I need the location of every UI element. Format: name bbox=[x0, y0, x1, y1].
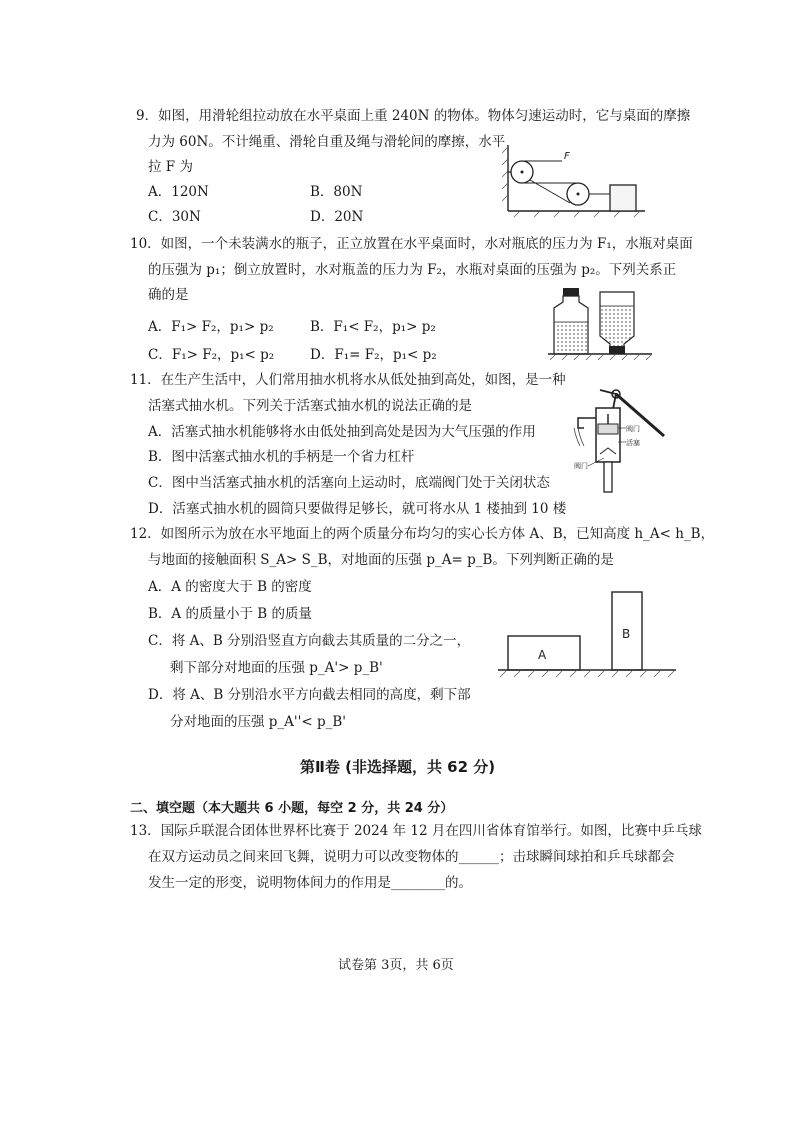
valve-label: 阀门 bbox=[626, 425, 640, 433]
block-a-label: A bbox=[538, 648, 547, 662]
q10-option-b: B．F₁< F₂，p₁> p₂ bbox=[310, 319, 436, 335]
q10-option-a: A．F₁> F₂，p₁> p₂ bbox=[148, 319, 274, 335]
section2-title: 二、填空题（本大题共 6 小题，每空 2 分，共 24 分） bbox=[130, 801, 454, 816]
q12-option-c-line2: 剩下部分对地面的压强 p_A'> p_B' bbox=[170, 660, 383, 676]
q9-line2: 力为 60N。不计绳重、滑轮自重及绳与滑轮间的摩擦，水平 bbox=[148, 134, 506, 150]
q10-line2: 的压强为 p₁；倒立放置时，水对瓶盖的压力为 F₂，水瓶对桌面的压强为 p₂。下列关系正 bbox=[148, 262, 677, 278]
q13-line3: 发生一定的形变，说明物体间力的作用是________的。 bbox=[148, 875, 472, 891]
q12-option-d-line2: 分对地面的压强 p_A''< p_B' bbox=[170, 714, 346, 730]
q9-option-b: B．80N bbox=[310, 184, 363, 200]
pump-figure bbox=[560, 384, 670, 496]
q12-option-a: A．A 的密度大于 B 的密度 bbox=[148, 579, 312, 595]
q12-option-b: B．A 的质量小于 B 的质量 bbox=[148, 606, 312, 622]
bottom-valve-label: 阀门 bbox=[574, 462, 588, 470]
q11-line1: 11．在生产生活中，人们常用抽水机将水从低处抽到高处，如图，是一种 bbox=[130, 372, 566, 388]
q11-option-b: B．图中活塞式抽水机的手柄是一个省力杠杆 bbox=[148, 449, 415, 465]
q12-line1: 12．如图所示为放在水平地面上的两个质量分布均匀的实心长方体 A、B，已知高度 h_A< h_B， bbox=[130, 526, 715, 542]
q12-option-d-line1: D．将 A、B 分别沿水平方向截去相同的高度，剩下部 bbox=[148, 687, 471, 703]
q12-option-c-line1: C．将 A、B 分别沿竖直方向截去其质量的二分之一， bbox=[148, 633, 471, 649]
q10-line1: 10．如图，一个未装满水的瓶子，正立放置在水平桌面时，水对瓶底的压力为 F₁，水瓶对桌面 bbox=[130, 236, 693, 252]
q13-line2: 在双方运动员之间来回飞舞，说明力可以改变物体的______；击球瞬间球拍和乒乓球都会 bbox=[148, 849, 675, 865]
q11-option-d: D．活塞式抽水机的圆筒只要做得足够长，就可将水从 1 楼抽到 10 楼 bbox=[148, 501, 567, 517]
q9-line3: 拉 F 为 bbox=[148, 159, 193, 175]
q9-option-d: D．20N bbox=[310, 209, 364, 225]
q10-line3: 确的是 bbox=[148, 287, 189, 303]
piston-label: 活塞 bbox=[626, 439, 640, 447]
q9-line1: 9．如图，用滑轮组拉动放在水平桌面上重 240N 的物体。物体匀速运动时，它与桌面的摩擦 bbox=[136, 108, 691, 124]
q12-line2: 与地面的接触面积 S_A> S_B，对地面的压强 p_A= p_B。下列判断正确的是 bbox=[148, 552, 614, 568]
q9-option-a: A．120N bbox=[148, 184, 209, 200]
part2-title: 第Ⅱ卷 (非选择题，共 62 分) bbox=[300, 758, 496, 776]
q9-option-c: C．30N bbox=[148, 209, 201, 225]
q11-option-c: C．图中当活塞式抽水机的活塞向上运动时，底端阀门处于关闭状态 bbox=[148, 475, 550, 491]
pulley-figure bbox=[500, 145, 650, 217]
q10-option-c: C．F₁> F₂，p₁< p₂ bbox=[148, 347, 275, 363]
q11-line2: 活塞式抽水机。下列关于活塞式抽水机的说法正确的是 bbox=[148, 398, 472, 414]
page-footer: 试卷第 3页，共 6页 bbox=[338, 958, 454, 973]
block-b-label: B bbox=[622, 627, 631, 641]
force-label-f: F bbox=[564, 151, 570, 162]
q11-option-a: A．活塞式抽水机能够将水由低处抽到高处是因为大气压强的作用 bbox=[148, 424, 536, 440]
bottles-figure bbox=[548, 288, 658, 360]
q13-line1: 13．国际乒联混合团体世界杯比赛于 2024 年 12 月在四川省体育馆举行。如图，比赛中乒乓球 bbox=[130, 823, 702, 839]
q10-option-d: D．F₁= F₂，p₁< p₂ bbox=[310, 347, 437, 363]
blocks-figure bbox=[498, 592, 678, 682]
